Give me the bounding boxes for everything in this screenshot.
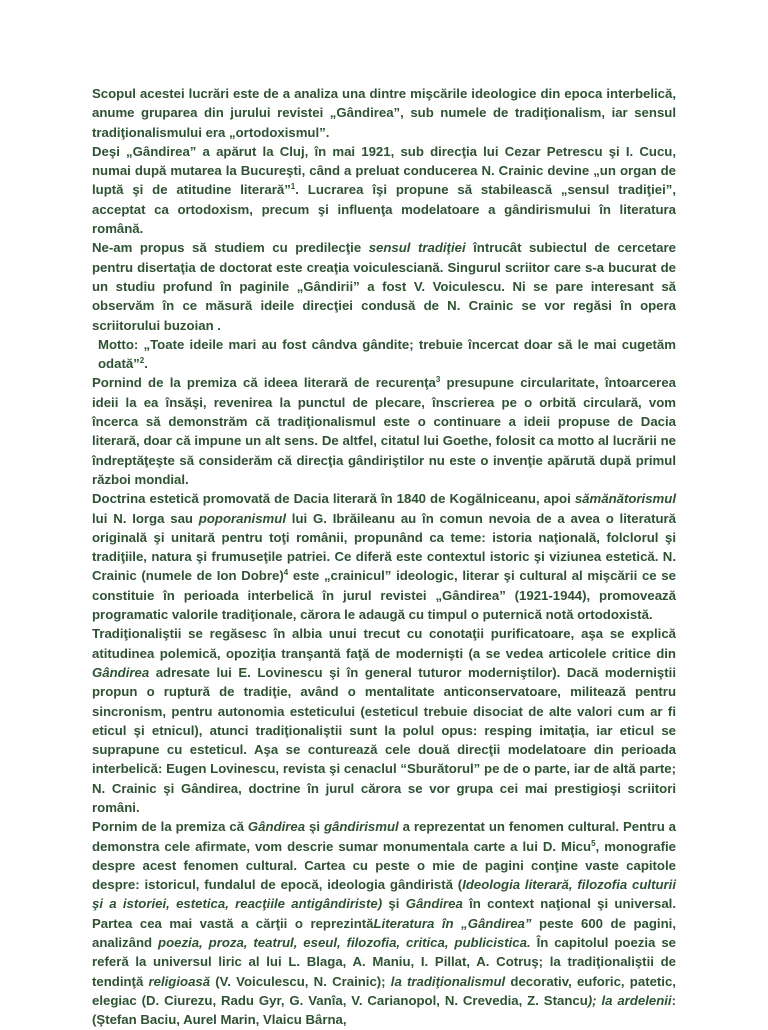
paragraph-text: Pornim de la premiza că xyxy=(92,819,248,835)
paragraph-text: peste 600 de pagini, analizând xyxy=(92,915,676,951)
footnote-ref-4: 4 xyxy=(283,568,289,578)
emphasis-text: gândirismul xyxy=(323,819,399,835)
paragraph-text: În capitolul poezia se referă la universul liric al lui L. Blaga, A. Maniu, I. Pillat, A. Cotruş; la tradiţionaliştii de tendinţă xyxy=(92,935,676,989)
footnote-ref-3: 3 xyxy=(435,375,441,385)
emphasis-text: Literatura în „Gândirea” xyxy=(373,915,532,931)
footnote-ref-2: 2 xyxy=(139,356,145,366)
paragraph-text: : (Ştefan Baciu, Aurel Marin, Vlaicu Bârna, xyxy=(92,992,676,1028)
paragraph-recurrence xyxy=(92,373,676,489)
paragraph-text: . Lucrarea îşi propune să stabilească „sensul tradiţiei”, acceptat ca ortodoxism, precum şi influenţa modelatoare a gândirismului în literatura română. xyxy=(92,182,676,237)
paragraph-text: a reprezentat un fenomen cultural. Pentru a demonstra cele afirmate, vom descrie sumar monumentala carte a lui D. Micu xyxy=(92,819,676,854)
paragraph-text: în context naţional şi universal. Partea cea mai vastă a cărţii o reprezintă xyxy=(92,896,676,931)
paragraph-text: Tradiţionaliştii se regăsesc în albia unui trecut cu conotaţii purificatoare, aşa se explică atitudinea polemică, opoziţia tranşantă faţă de modernişti (a se vedea articolele critice din xyxy=(92,626,676,661)
paragraph-text: , monografie despre acest fenomen cultural. Cartea cu peste o mie de pagini conţine vaste capitole despre: istoricul, fundalul de epocă, ideologia gândiristă ( xyxy=(92,838,676,893)
paragraph-intro xyxy=(92,84,676,142)
paragraph-text: Deşi „Gândirea” a apărut la Cluj, în mai 1921, sub direcţia lui Cezar Petrescu şi I. Cucu, numai după mutarea la Bucureşti, când a preluat conducerea N. Crainic devine „un organ de luptă şi de atitudine literară” xyxy=(92,143,676,198)
motto-text: Motto: „Toate ideile mari au fost cândva gândite; trebuie încercat doar să le mai cugetăm odată” xyxy=(98,336,676,372)
motto-text: . xyxy=(144,356,148,372)
emphasis-text: Ideologia literară, filozofia culturii şi a istoriei, estetica, reacţiile antigândiriste) xyxy=(92,877,676,912)
footnote-ref-1: 1 xyxy=(290,182,296,192)
paragraph-text: Doctrina estetică promovată de Dacia literară în 1840 de Kogălniceanu, apoi xyxy=(92,491,575,507)
paragraph-gandirea-history xyxy=(92,142,676,238)
paragraph-text: şi xyxy=(305,819,324,835)
paragraph-purpose xyxy=(92,238,676,334)
paragraph-text: şi xyxy=(382,896,406,912)
emphasis-text: poporanismul xyxy=(198,510,286,526)
paragraph-text: este „crainicul” ideologic, literar şi cultural al mişcării ce se constituie în perioada interbelică în jurul revistei „Gândirea” (1921-1944), promovează programatic valorile tradiţionale, cărora le adaugă cu timpul o puternică notă ortodoxistă. xyxy=(92,568,676,623)
paragraph-text: adresate lui E. Lovinescu şi în general tuturor moderniştilor). Dacă moderniştii propun o ruptură de tradiţie, având o mentalitate anticonservatoare, militează pentru sincronism, pentru autonomia esteticului (esteticul trebuie disociat de alte valori cum ar fi eticul şi etnicul), atunci tradiţionaliştii sunt la polul opus: resping imitaţia, iar eticul se suprapune cu esteticul. Aşa se conturează cele două direcţii modelatoare din perioada interbelică: Eugen Lovinescu, revista şi cenaclul “Sburătorul” pe de o parte, iar de altă parte; N. Crainic şi Gândirea, doctrine în jurul cărora se vor grupa cei mai prestigioşi scriitori români. xyxy=(92,664,676,815)
emphasis-text: sămănătorismul xyxy=(574,491,676,507)
paragraph-text: lui N. Iorga sau xyxy=(92,510,199,526)
paragraph-traditionalists xyxy=(92,624,676,817)
paragraph-text: Scopul acestei lucrări este de a analiza una dintre mişcările ideologice din epoca interbelică, anume gruparea din jurului revistei „Gândirea”, sub numele de tradiţionalism, iar sensul tradiţionalismului era „ortodoxismul”. xyxy=(92,86,676,140)
emphasis-text: Gândirea xyxy=(247,819,306,835)
emphasis-text: sensul tradiţiei xyxy=(368,240,466,256)
emphasis-text: poezia, proza, teatrul, eseul, filozofia, critica, publicistica. xyxy=(158,935,531,951)
paragraph-text: lui G. Ibrăileanu au în comun nevoia de a avea o literatură originală şi unitară pentru toţi românii, propunând ca teme: istoria naţională, folclorul şi tradiţiile, natura şi frumuseţile patriei. Ce diferă este contextul istoric şi viziunea estetică. N. Crainic (numele de Ion Dobre) xyxy=(92,510,676,584)
emphasis-text: Gândirea xyxy=(405,896,463,912)
paragraph-text: presupune circularitate, întoarcerea ideii la ea însăşi, revenirea la punctul de plecare, înscrierea pe o orbită circulară, vom încerca să demonstrăm că tradiţionalismul este o continuare a ideii propuse de Dacia literară, doar că impune un alt sens. De altfel, citatul lui Goethe, folosit ca motto al lucrării ne îndreptăţeşte să considerăm că direcţia gândiriştilor nu este o invenţie apărută după primul război mondial. xyxy=(92,375,676,487)
motto-paragraph xyxy=(92,335,676,374)
emphasis-text: Gândirea xyxy=(92,664,150,680)
paragraph-text: (V. Voiculescu, N. Crainic); xyxy=(210,973,391,989)
paragraph-doctrine xyxy=(92,489,676,624)
paragraph-premise xyxy=(92,817,676,1029)
paragraph-text: Ne-am propus să studiem cu predilecţie xyxy=(92,240,369,256)
footnote-ref-5: 5 xyxy=(591,838,596,848)
paragraph-text: Pornind de la premiza că ideea literară de recurenţa xyxy=(92,375,436,391)
paragraph-text: decorativ, euforic, patetic, elegiac (D. Ciurezu, Radu Gyr, G. Vanîa, V. Carianopol, N. Crevedia, Z. Stancu xyxy=(92,973,676,1008)
emphasis-text: religioasă xyxy=(148,973,211,989)
paragraph-text: întrucât subiectul de cercetare pentru disertaţia de doctorat este creaţia voiculesciană. Singurul scriitor care s-a bucurat de un studiu profund în paginile „Gândirii” a fost V. Voiculescu. Ni se pare interesant să observăm în ce măsură ideile direcţiei condusă de N. Crainic se vor regăsi în opera scriitorului buzoian . xyxy=(92,240,676,333)
document-body xyxy=(92,84,676,1030)
emphasis-text: la tradiţionalismul xyxy=(390,973,506,989)
emphasis-text: ); la ardelenii xyxy=(587,992,672,1008)
